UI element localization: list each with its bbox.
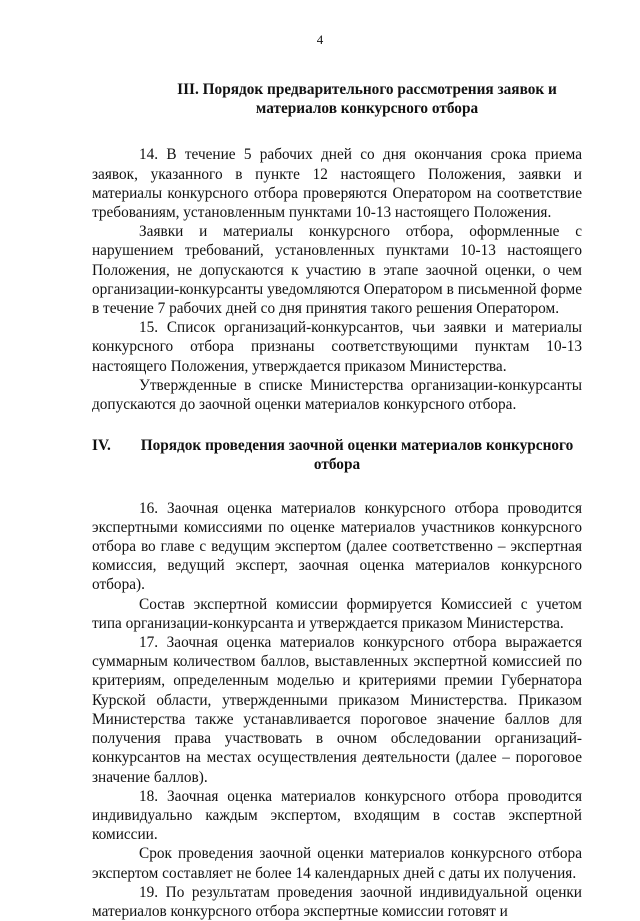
section-3-paragraph-2: Заявки и материалы конкурсного отбора, оформленные с нарушением требований, установленных пунктами 10-13 настоящего Положения, не допускаются к участию в этапе заочной оценки, о чем организации-конкурсанты уведомляются Оператором в письменной форме в течение 7 рабочих дней со дня принятия такого решения Оператором. [92, 223, 582, 318]
section-4-paragraph-2: Состав экспертной комиссии формируется Комиссией с учетом типа организации-конкурсанта и утверждается приказом Министерства. [92, 595, 582, 632]
section-3-heading [92, 80, 582, 118]
section-4-paragraph-3: 17. Заочная оценка материалов конкурсного отбора выражается суммарным количеством баллов, выставленных экспертной комиссией по критериям, определенным моделью и критериями премии Губернатора Курской области, утвержденными приказом Министерства. Приказом Министерства также устанавливается пороговое значение баллов для получения права участвовать в очном обследовании организаций-конкурсантов на местах осуществления деятельности (далее – пороговое значение баллов). [92, 634, 582, 786]
section-4-paragraph-6: 19. По результатам проведения заочной индивидуальной оценки материалов конкурсного отбора экспертные комиссии готовят и [92, 883, 582, 920]
section-3-paragraph-1: 14. В течение 5 рабочих дней со дня окончания срока приема заявок, указанного в пункте 12 настоящего Положения, заявки и материалы конкурсного отбора проверяются Оператором на соответствие требованиям, установленным пунктами 10-13 настоящего Положения. [92, 146, 582, 222]
section-3-title-line2: материалов конкурсного отбора [255, 100, 479, 118]
page-number: 4 [316, 32, 324, 47]
section-4-number: IV. [92, 437, 111, 455]
section-4-paragraph-5: Срок проведения заочной оценки материалов конкурсного отбора экспертом составляет не более 14 календарных дней с даты их получения. [92, 845, 582, 882]
section-3-paragraph-3: 15. Список организаций-конкурсантов, чьи заявки и материалы конкурсного отбора признаны соответствующими пунктам 10-13 настоящего Положения, утверждается приказом Министерства. [92, 319, 582, 375]
section-4-title-line1: Порядок проведения заочной оценки материалов конкурсного [140, 437, 574, 455]
section-4-title-line2: отбора [313, 456, 361, 474]
section-4-heading [92, 436, 582, 474]
section-3-paragraph-4: Утвержденные в списке Министерства организации-конкурсанты допускаются до заочной оценки материалов конкурсного отбора. [92, 376, 582, 414]
spacer [92, 118, 582, 145]
section-4-paragraph-1: 16. Заочная оценка материалов конкурсного отбора проводится экспертными комиссиями по оценке материалов участников конкурсного отбора во главе с ведущим экспертом (далее соответственно – экспертная комиссия, ведущий эксперт, заочная оценка материалов конкурсного отбора). [92, 499, 582, 594]
section-4-heading-line1 [92, 436, 582, 455]
section-4-paragraph-4: 18. Заочная оценка материалов конкурсного отбора проводится индивидуально каждым экспертом, входящим в состав экспертной комиссии. [92, 787, 582, 844]
document-body [92, 80, 582, 921]
section-3-title-line1: III. Порядок предварительного рассмотрения заявок и [177, 81, 557, 98]
